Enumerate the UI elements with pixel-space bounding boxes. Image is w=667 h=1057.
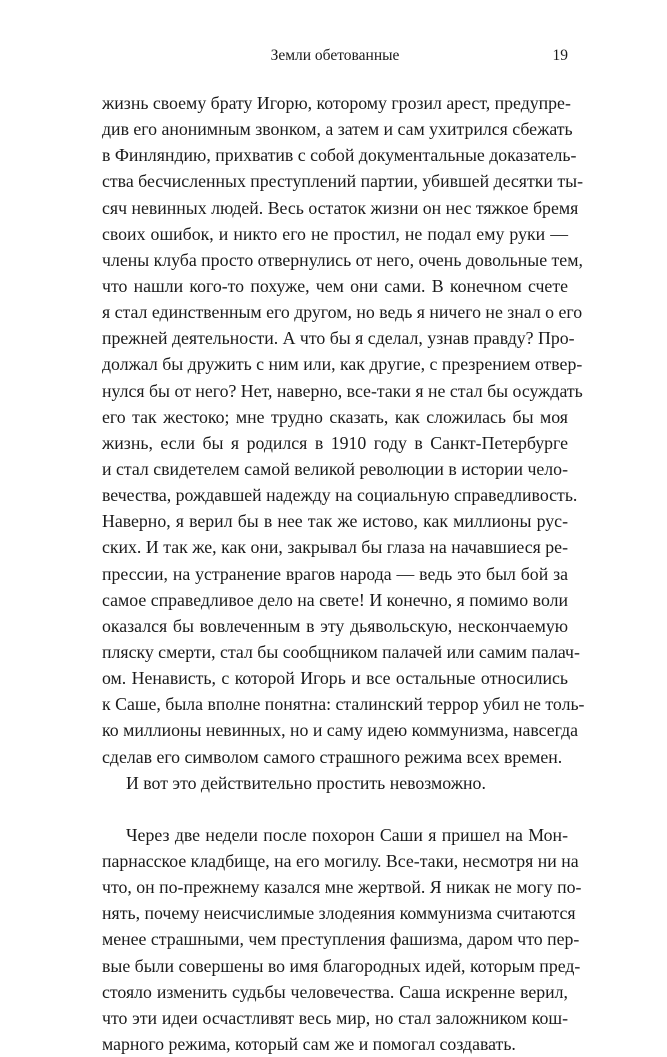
text-line: сделав его символом самого страшного режима всех времен. (102, 746, 563, 767)
text-line: див его анонимным звонком, а затем и сам ухитрился сбежать (102, 119, 573, 140)
text-line: прежней деятельности. А что бы я сделал, узнав правду? Про- (102, 328, 575, 349)
running-title: Земли обетованные (270, 47, 400, 64)
text-line: пляску смерти, стал бы сообщником палачей или самим палач- (102, 641, 580, 662)
text-line: в Финляндию, прихватив с собой документальные доказатель- (102, 145, 577, 166)
text-line: вечества, рождавшей надежду на социальную справедливость. (102, 485, 578, 506)
text-line: парнасское кладбище, на его могилу. Все-таки, несмотря ни на (102, 850, 579, 871)
text-line: ства бесчисленных преступлений партии, убившей десятки ты- (102, 171, 583, 192)
text-line: сяч невинных людей. Весь остаток жизни он нес тяжкое бремя (102, 197, 579, 218)
text-line: к Саше, была вполне понятна: сталинский террор убил не толь- (102, 694, 585, 715)
section-break (102, 796, 568, 822)
text-line: я стал единственным его другом, но ведь я ничего не знал о его (102, 302, 583, 323)
text-line: и стал свидетелем самой великой революции в истории чело- (102, 458, 568, 479)
paragraph-continuation (102, 90, 585, 770)
text-line: что нашли кого-то похуже, чем они сами. В конечном счете (102, 275, 568, 296)
text-line: И вот это действительно простить невозможно. (126, 772, 486, 793)
paragraph-closing-sentence (102, 770, 568, 796)
text-line: самое справедливое дело на свете! И конечно, я помимо воли (102, 589, 568, 610)
text-line: жизнь, если бы я родился в 1910 году в Санкт-Петербурге (102, 432, 568, 453)
text-line: нять, почему неисчислимые злодеяния коммунизма считаются (102, 903, 576, 924)
text-line: стояло изменить судьбы человечества. Саша искренне верил, (102, 981, 568, 1002)
running-header (102, 46, 568, 66)
text-line: прессии, на устранение врагов народа — ведь это был бой за (102, 563, 568, 584)
text-line: жизнь своему брату Игорю, которому грозил арест, предупре- (102, 93, 571, 113)
text-line: оказался бы вовлеченным в эту дьявольскую, нескончаемую (102, 615, 568, 636)
text-line: что, он по-прежнему казался мне жертвой. Я никак не могу по- (102, 877, 582, 898)
text-line: ских. И так же, как они, закрывал бы глаза на начавшиеся ре- (102, 537, 568, 558)
paragraph-cemetery-visit (102, 822, 582, 1057)
text-line: что эти идеи осчастливят весь мир, но стал заложником кош- (102, 1007, 568, 1028)
text-line: члены клуба просто отвернулись от него, очень довольные тем, (102, 249, 583, 270)
text-line: ом. Ненависть, с которой Игорь и все остальные относились (102, 668, 568, 689)
body-text (102, 90, 585, 1057)
text-line: своих ошибок, и никто его не простил, не подал ему руки — (102, 223, 568, 244)
text-line: Через две недели после похорон Саши я пришел на Мон- (126, 824, 568, 845)
page-number: 19 (552, 47, 568, 64)
text-line: должал бы дружить с ним или, как другие, с презрением отвер- (102, 354, 583, 375)
text-line: менее страшными, чем преступления фашизма, даром что пер- (102, 929, 580, 950)
text-line: нулся бы от него? Нет, наверно, все-таки я не стал бы осуждать (102, 380, 583, 401)
text-line: его так жестоко; мне трудно сказать, как сложилась бы моя (102, 406, 568, 427)
text-line: марного режима, который сам же и помогал создавать. (102, 1033, 516, 1054)
text-line: ко миллионы невинных, но и саму идею коммунизма, навсегда (102, 720, 579, 741)
text-line: вые были совершены во имя благородных идей, которым пред- (102, 955, 581, 976)
text-line: Наверно, я верил бы в нее так же истово, как миллионы рус- (102, 511, 568, 532)
